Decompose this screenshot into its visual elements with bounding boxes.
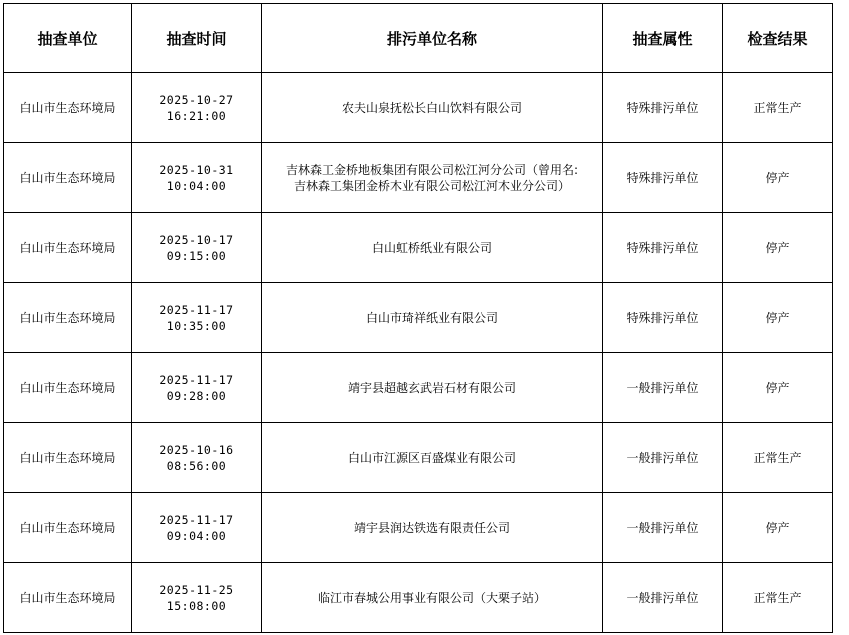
inspection-date: 2025-10-31 bbox=[159, 162, 234, 177]
table-row bbox=[4, 283, 833, 353]
inspection-unit-cell: 白山市生态环境局 bbox=[4, 353, 132, 423]
table-row bbox=[4, 213, 833, 283]
header-polluter-name: 排污单位名称 bbox=[262, 4, 603, 73]
inspection-date: 2025-11-25 bbox=[159, 582, 234, 597]
inspection-attribute-cell: 特殊排污单位 bbox=[603, 283, 723, 353]
inspection-time-cell bbox=[132, 213, 262, 283]
polluter-name-line: 白山虹桥纸业有限公司 bbox=[371, 240, 492, 255]
inspection-date: 2025-10-17 bbox=[159, 232, 234, 247]
table-row bbox=[4, 353, 833, 423]
inspection-unit-cell: 白山市生态环境局 bbox=[4, 423, 132, 493]
inspection-result-cell: 正常生产 bbox=[723, 563, 833, 633]
inspection-clock-time: 10:04:00 bbox=[166, 178, 227, 193]
inspection-result-cell: 正常生产 bbox=[723, 73, 833, 143]
inspection-result-cell: 停产 bbox=[723, 493, 833, 563]
table-row bbox=[4, 423, 833, 493]
inspection-attribute-cell: 一般排污单位 bbox=[603, 493, 723, 563]
inspection-result-cell: 停产 bbox=[723, 143, 833, 213]
inspection-result-cell: 停产 bbox=[723, 353, 833, 423]
inspection-unit-cell: 白山市生态环境局 bbox=[4, 283, 132, 353]
polluter-name-cell bbox=[262, 353, 603, 423]
inspection-clock-time: 08:56:00 bbox=[166, 458, 227, 473]
polluter-name-cell bbox=[262, 563, 603, 633]
polluter-name-line: 吉林森工集团金桥木业有限公司松江河木业分公司） bbox=[293, 178, 570, 193]
inspection-clock-time: 16:21:00 bbox=[166, 108, 227, 123]
inspection-time-cell bbox=[132, 353, 262, 423]
inspection-attribute-cell: 特殊排污单位 bbox=[603, 143, 723, 213]
inspection-time-cell bbox=[132, 493, 262, 563]
inspection-date: 2025-11-17 bbox=[159, 512, 234, 527]
inspection-unit-cell: 白山市生态环境局 bbox=[4, 143, 132, 213]
polluter-name-cell bbox=[262, 423, 603, 493]
polluter-name-line: 白山市江源区百盛煤业有限公司 bbox=[347, 450, 516, 465]
table-row bbox=[4, 143, 833, 213]
polluter-name-line: 临江市春城公用事业有限公司（大栗子站） bbox=[317, 590, 546, 605]
inspection-time-cell bbox=[132, 423, 262, 493]
inspection-date: 2025-10-27 bbox=[159, 92, 234, 107]
polluter-name-cell bbox=[262, 143, 603, 213]
polluter-name-line: 靖宇县润达铁选有限责任公司 bbox=[353, 520, 510, 535]
table-header bbox=[4, 4, 833, 73]
inspection-result-cell: 停产 bbox=[723, 283, 833, 353]
header-inspection-time: 抽查时间 bbox=[132, 4, 262, 73]
inspection-time-cell bbox=[132, 283, 262, 353]
inspection-attribute-cell: 一般排污单位 bbox=[603, 563, 723, 633]
inspection-clock-time: 09:15:00 bbox=[166, 248, 227, 263]
inspection-date: 2025-11-17 bbox=[159, 372, 234, 387]
inspection-table bbox=[3, 3, 833, 633]
inspection-attribute-cell: 一般排污单位 bbox=[603, 423, 723, 493]
header-inspection-attribute: 抽查属性 bbox=[603, 4, 723, 73]
inspection-unit-cell: 白山市生态环境局 bbox=[4, 563, 132, 633]
inspection-date: 2025-11-17 bbox=[159, 302, 234, 317]
inspection-clock-time: 09:28:00 bbox=[166, 388, 227, 403]
table-row bbox=[4, 73, 833, 143]
polluter-name-cell bbox=[262, 213, 603, 283]
inspection-result-cell: 正常生产 bbox=[723, 423, 833, 493]
polluter-name-line: 农夫山泉抚松长白山饮料有限公司 bbox=[341, 100, 522, 115]
inspection-unit-cell: 白山市生态环境局 bbox=[4, 73, 132, 143]
inspection-clock-time: 15:08:00 bbox=[166, 598, 227, 613]
polluter-name-line: 靖宇县超越玄武岩石材有限公司 bbox=[347, 380, 516, 395]
header-inspection-unit: 抽查单位 bbox=[4, 4, 132, 73]
inspection-attribute-cell: 一般排污单位 bbox=[603, 353, 723, 423]
polluter-name-cell bbox=[262, 493, 603, 563]
inspection-time-cell bbox=[132, 143, 262, 213]
inspection-clock-time: 10:35:00 bbox=[166, 318, 227, 333]
inspection-unit-cell: 白山市生态环境局 bbox=[4, 493, 132, 563]
inspection-time-cell bbox=[132, 73, 262, 143]
inspection-clock-time: 09:04:00 bbox=[166, 528, 227, 543]
table-row bbox=[4, 493, 833, 563]
header-row bbox=[4, 4, 833, 73]
inspection-date: 2025-10-16 bbox=[159, 442, 234, 457]
inspection-time-cell bbox=[132, 563, 262, 633]
inspection-attribute-cell: 特殊排污单位 bbox=[603, 73, 723, 143]
inspection-attribute-cell: 特殊排污单位 bbox=[603, 213, 723, 283]
table-row bbox=[4, 563, 833, 633]
polluter-name-cell bbox=[262, 283, 603, 353]
inspection-result-cell: 停产 bbox=[723, 213, 833, 283]
header-inspection-result: 检查结果 bbox=[723, 4, 833, 73]
table-body bbox=[4, 73, 833, 633]
polluter-name-cell bbox=[262, 73, 603, 143]
inspection-unit-cell: 白山市生态环境局 bbox=[4, 213, 132, 283]
polluter-name-line: 吉林森工金桥地板集团有限公司松江河分公司（曾用名: bbox=[285, 162, 579, 177]
polluter-name-line: 白山市琦祥纸业有限公司 bbox=[365, 310, 498, 325]
